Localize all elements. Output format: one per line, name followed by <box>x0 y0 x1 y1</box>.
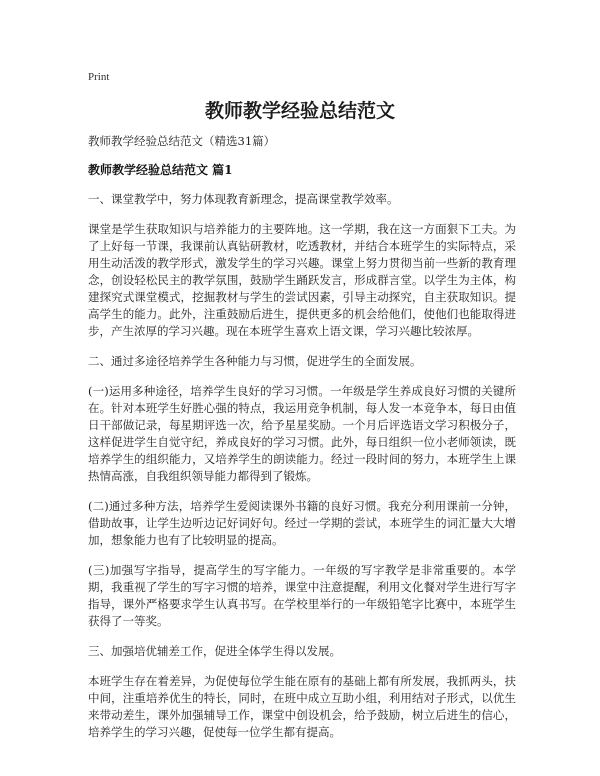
print-link[interactable]: Print <box>88 71 110 83</box>
paragraph: (三)加强写字指导，提高学生的写字能力。一年级的写字教学是非常重要的。本学期，我重视了学生的写字习惯的培养，课堂中注意提醒，利用文化餐对学生进行写字指导，课外严格要求学生认真书写。在学校里举行的一年级铅笔字比赛中，本班学生获得了一等奖。 <box>88 563 516 628</box>
paragraph: 二、通过多途径培养学生各种能力与习惯，促进学生的全面发展。 <box>88 354 422 368</box>
paragraph: 课堂是学生获取知识与培养能力的主要阵地。这一学期，我在这一方面狠下工夫。为了上好每一节课，我课前认真钻研教材，吃透教材，并结合本班学生的实际特点，采用生动活泼的教学形式，激发学生的学习兴趣。课堂上努力贯彻当前一些新的教育理念，创设轻松民主的教学氛围，鼓励学生踊跃发言，形成群言堂。以学生为主体，构建探究式课堂模式，挖掘教材与学生的尝试因素，引导主动探究，自主获取知识。提高学生的能力。此外，注重鼓励后进生，提供更多的机会给他们，使他们也能取得进步，产生浓厚的学习兴趣。现在本班学生喜欢上语文课，学习兴趣比较浓厚。 <box>88 222 516 338</box>
article-subtitle: 教师教学经验总结范文（精选31篇） <box>88 134 276 148</box>
section-heading: 教师教学经验总结范文 篇1 <box>88 163 233 177</box>
paragraph: 本班学生存在着差异，为促使每位学生能在原有的基础上都有所发展，我抓两头，扶中间，注重培养优生的特长，同时，在班中成立互助小组，利用结对子形式，以优生来带动差生，课外加强辅导工作，课堂中创设机会，给予鼓励，树立后进生的信心，培养学生的学习兴趣，促使每一位学生都有提高。 <box>88 674 516 739</box>
article-body <box>88 133 516 754</box>
paragraph: (二)通过多种方法，培养学生爱阅读课外书籍的良好习惯。我充分利用课前一分钟，借助故事，让学生边听边记好词好句。经过一学期的尝试，本班学生的词汇量大大增加，想象能力也有了比较明显的提高。 <box>88 499 516 547</box>
page-title: 教师教学经验总结范文 <box>204 100 395 122</box>
paragraph: (一)运用多种途径，培养学生良好的学习习惯。一年级是学生养成良好习惯的关键所在。针对本班学生好胜心强的特点，我运用竞争机制，每人发一本竞争本，每日由值日干部做记录，每星期评选一次，给予星星奖励。一个月后评选语文学习积极分子，这样促进学生自觉守纪，养成良好的学习习惯。此外，每日组织一位小老师领读，既培养学生的组织能力，又培养学生的朗读能力。经过一段时间的努力，本班学生上课热情高涨，自我组织领导能力都得到了锻炼。 <box>88 384 516 483</box>
paragraph: 一、课堂教学中，努力体现教育新理念，提高课堂教学效率。 <box>88 192 399 206</box>
paragraph: 三、加强培优辅差工作，促进全体学生得以发展。 <box>88 644 341 658</box>
